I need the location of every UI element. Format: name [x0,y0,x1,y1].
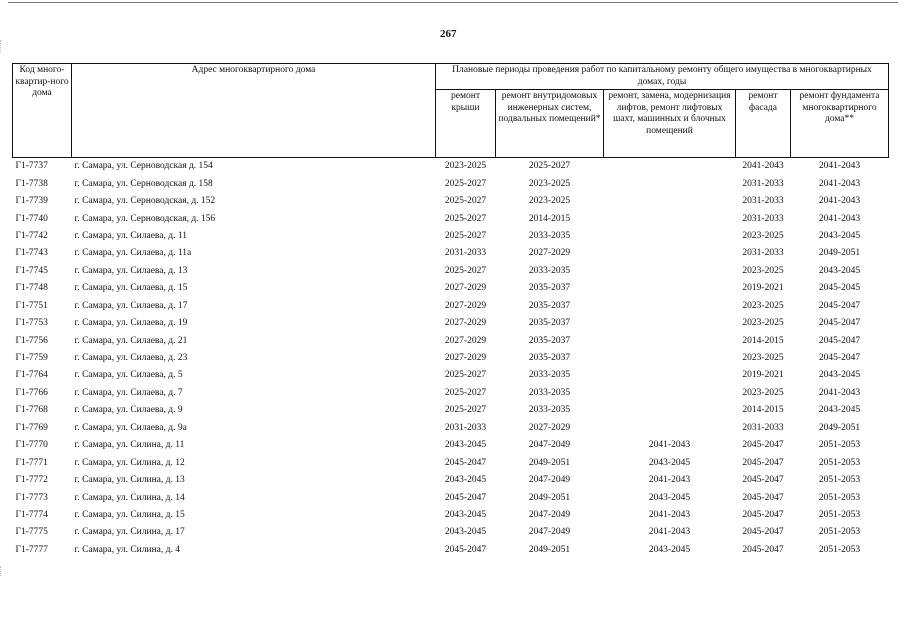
row-roof: 2025-2027 [444,265,487,276]
row-roof: 2043-2045 [444,440,487,451]
row-code: Г1-7777 [15,544,48,555]
row-lifts [604,263,736,280]
row-roof: 2025-2027 [444,387,487,398]
table-row [13,455,889,472]
row-systems: 2033-2035 [528,387,571,398]
row-foundation: 2045-2047 [818,353,861,363]
header-periods: Плановые периоды проведения работ по капитальному ремонту общего имущества в многоквартирных домах, годы [436,64,889,90]
table-row [13,385,889,402]
table-row [13,158,889,176]
row-facade: 2045-2047 [742,475,784,486]
table-row [13,420,889,437]
row-roof: 2045-2047 [444,457,487,468]
row-foundation: 2043-2045 [818,265,861,276]
row-address: г. Самара, ул. Силина, д. 12 [74,457,185,468]
row-facade: 2041-2043 [742,161,784,172]
row-address: г. Самара, ул. Серноводская д. 158 [74,178,213,189]
row-systems: 2035-2037 [528,353,571,363]
row-address: г. Самара, ул. Силаева, д. 15 [74,283,188,294]
table-row [13,542,889,559]
row-code: Г1-7753 [15,318,48,329]
row-facade: 2045-2047 [742,544,784,555]
table-row [13,507,889,524]
table-row [13,437,889,454]
row-roof: 2025-2027 [444,230,487,241]
row-address: г. Самара, ул. Силаева, д. 17 [74,300,188,311]
table-row [13,490,889,507]
row-systems: 2047-2049 [528,475,571,486]
row-facade: 2023-2025 [742,265,784,276]
row-systems: 2049-2051 [528,492,571,503]
row-systems: 2049-2051 [528,457,571,468]
row-roof: 2031-2033 [444,422,487,433]
row-address: г. Самара, ул. Силаева, д. 9 [74,405,183,416]
row-code: Г1-7770 [15,440,48,451]
row-roof: 2025-2027 [444,370,487,381]
row-address: г. Самара, ул. Силаева, д. 23 [74,353,188,363]
row-code: Г1-7751 [15,300,48,311]
table-row [13,245,889,262]
row-facade: 2023-2025 [742,387,784,398]
row-lifts: 2041-2043 [648,509,691,520]
row-address: г. Самара, ул. Силаева, д. 9а [74,422,187,433]
table-row [13,228,889,245]
row-systems: 2033-2035 [528,370,571,381]
row-foundation: 2049-2051 [818,248,861,259]
row-roof: 2025-2027 [444,213,487,224]
row-foundation: 2043-2045 [818,370,861,381]
row-lifts: 2041-2043 [648,440,691,451]
row-foundation: 2041-2043 [818,213,861,224]
row-address: г. Самара, ул. Силаева, д. 19 [74,318,188,329]
row-systems: 2023-2025 [528,178,571,189]
row-code: Г1-7745 [15,265,48,276]
row-lifts [604,280,736,297]
row-systems: 2035-2037 [528,335,571,346]
row-roof: 2025-2027 [444,178,487,189]
row-facade: 2019-2021 [742,283,784,294]
row-code: Г1-7738 [15,178,48,189]
row-systems: 2047-2049 [528,509,571,520]
row-roof: 2043-2045 [444,475,487,486]
row-facade: 2045-2047 [742,440,784,451]
row-systems: 2035-2037 [528,318,571,329]
row-foundation: 2045-2047 [818,300,861,311]
row-systems: 2027-2029 [528,248,571,259]
row-lifts [604,176,736,193]
row-code: Г1-7759 [15,353,48,363]
row-systems: 2033-2035 [528,265,571,276]
table-row [13,298,889,315]
row-lifts [604,402,736,419]
table-row [13,263,889,280]
row-facade: 2031-2033 [742,422,784,433]
row-foundation: 2051-2053 [818,509,861,520]
row-facade: 2014-2015 [742,335,784,346]
row-address: г. Самара, ул. Силаева, д. 11а [74,248,192,259]
table-row [13,280,889,297]
row-systems: 2047-2049 [528,440,571,451]
row-roof: 2027-2029 [444,283,487,294]
row-systems: 2033-2035 [528,230,571,241]
row-foundation: 2051-2053 [818,527,861,538]
row-lifts: 2043-2045 [648,544,691,555]
row-lifts [604,245,736,262]
row-lifts: 2043-2045 [648,492,691,503]
table-row [13,402,889,419]
row-code: Г1-7742 [15,230,48,241]
row-facade: 2023-2025 [742,318,784,329]
row-code: Г1-7771 [15,457,48,468]
row-address: г. Самара, ул. Серноводская д. 154 [74,161,213,172]
row-code: Г1-7739 [15,196,48,207]
row-roof: 2043-2045 [444,527,487,538]
row-lifts [604,228,736,245]
table-body [13,158,889,560]
page-number: 267 [440,28,457,40]
row-lifts [604,211,736,228]
row-code: Г1-7773 [15,492,48,503]
row-roof: 2025-2027 [444,196,487,207]
row-code: Г1-7756 [15,335,48,346]
row-address: г. Самара, ул. Силина, д. 13 [74,475,185,486]
table-row [13,176,889,193]
row-address: г. Самара, ул. Силина, д. 15 [74,509,185,520]
row-address: г. Самара, ул. Серноводская, д. 156 [74,213,216,224]
row-systems: 2047-2049 [528,527,571,538]
row-systems: 2035-2037 [528,283,571,294]
row-lifts: 2043-2045 [648,457,691,468]
row-foundation: 2045-2045 [818,283,861,294]
row-foundation: 2043-2045 [818,405,861,416]
row-facade: 2045-2047 [742,527,784,538]
row-code: Г1-7764 [15,370,48,381]
row-code: Г1-7772 [15,475,48,486]
row-facade: 2023-2025 [742,353,784,363]
row-code: Г1-7743 [15,248,48,259]
row-lifts [604,193,736,210]
row-foundation: 2051-2053 [818,440,861,451]
header-address: Адрес многоквартирного дома [72,64,436,158]
header-systems: ремонт внутридомовых инженерных систем, подвальных помещений* [496,90,604,158]
row-roof: 2027-2029 [444,318,487,329]
row-facade: 2031-2033 [742,196,784,207]
row-roof: 2027-2029 [444,335,487,346]
row-foundation: 2051-2053 [818,475,861,486]
row-lifts [604,298,736,315]
header-facade: ремонт фасада [736,90,791,158]
row-facade: 2014-2015 [742,405,784,416]
page-top-rule [8,2,898,3]
row-facade: 2031-2033 [742,248,784,259]
row-code: Г1-7774 [15,509,48,520]
row-systems: 2014-2015 [528,213,571,224]
row-foundation: 2041-2043 [818,178,861,189]
row-address: г. Самара, ул. Силаева, д. 11 [74,230,187,241]
row-code: Г1-7740 [15,213,48,224]
row-roof: 2023-2025 [444,161,487,172]
row-systems: 2035-2037 [528,300,571,311]
row-code: Г1-7775 [15,527,48,538]
row-foundation: 2045-2047 [818,318,861,329]
table-row [13,333,889,350]
row-systems: 2023-2025 [528,196,571,207]
header-roof: ремонт крыши [436,90,496,158]
header-lifts: ремонт, замена, модернизация лифтов, ремонт лифтовых шахт, машинных и блочных помещений [604,90,736,158]
row-address: г. Самара, ул. Силина, д. 17 [74,527,185,538]
row-address: г. Самара, ул. Силаева, д. 13 [74,265,188,276]
row-lifts [604,333,736,350]
row-address: г. Самара, ул. Силаева, д. 21 [74,335,188,346]
row-lifts [604,385,736,402]
header-row-top [13,64,889,90]
row-lifts [604,367,736,384]
row-address: г. Самара, ул. Силаева, д. 5 [74,370,183,381]
row-foundation: 2045-2047 [818,335,861,346]
row-foundation: 2051-2053 [818,457,861,468]
table-row [13,524,889,541]
row-roof: 2027-2029 [444,300,487,311]
scan-margin-mark [0,566,5,576]
row-lifts [604,158,736,176]
row-lifts [604,420,736,437]
row-roof: 2031-2033 [444,248,487,259]
row-facade: 2031-2033 [742,213,784,224]
row-lifts: 2041-2043 [648,475,691,486]
row-lifts [604,350,736,367]
row-code: Г1-7748 [15,283,48,294]
row-foundation: 2043-2045 [818,230,861,241]
row-foundation: 2051-2053 [818,544,861,555]
row-roof: 2045-2047 [444,544,487,555]
row-foundation: 2049-2051 [818,422,861,433]
capital-repair-table [12,63,889,559]
row-code: Г1-7768 [15,405,48,416]
row-facade: 2045-2047 [742,457,784,468]
row-address: г. Самара, ул. Силина, д. 11 [74,440,185,451]
header-foundation: ремонт фундамента многоквартирного дома** [791,90,889,158]
row-roof: 2027-2029 [444,353,487,363]
row-lifts: 2041-2043 [648,527,691,538]
table-row [13,472,889,489]
row-systems: 2033-2035 [528,405,571,416]
header-code: Код много-квартир-ного дома [13,64,72,158]
table-row [13,315,889,332]
row-systems: 2025-2027 [528,161,571,172]
row-roof: 2045-2047 [444,492,487,503]
row-foundation: 2041-2043 [818,161,861,172]
scan-margin-mark [0,40,5,52]
row-facade: 2019-2021 [742,370,784,381]
row-facade: 2031-2033 [742,178,784,189]
row-lifts [604,315,736,332]
table-row [13,367,889,384]
row-roof: 2043-2045 [444,509,487,520]
row-facade: 2045-2047 [742,509,784,520]
row-foundation: 2041-2043 [818,196,861,207]
row-facade: 2023-2025 [742,300,784,311]
row-code: Г1-7737 [15,161,48,172]
row-facade: 2045-2047 [742,492,784,503]
row-foundation: 2041-2043 [818,387,861,398]
row-address: г. Самара, ул. Силаева, д. 7 [74,387,183,398]
row-systems: 2049-2051 [528,544,571,555]
row-address: г. Самара, ул. Силина, д. 14 [74,492,185,503]
row-code: Г1-7769 [15,422,48,433]
table-row [13,211,889,228]
row-systems: 2027-2029 [528,422,571,433]
row-address: г. Самара, ул. Силина, д. 4 [74,544,180,555]
row-address: г. Самара, ул. Серноводская, д. 152 [74,196,216,207]
row-roof: 2025-2027 [444,405,487,416]
row-foundation: 2051-2053 [818,492,861,503]
row-code: Г1-7766 [15,387,48,398]
row-facade: 2023-2025 [742,230,784,241]
table-row [13,193,889,210]
table-row [13,350,889,367]
